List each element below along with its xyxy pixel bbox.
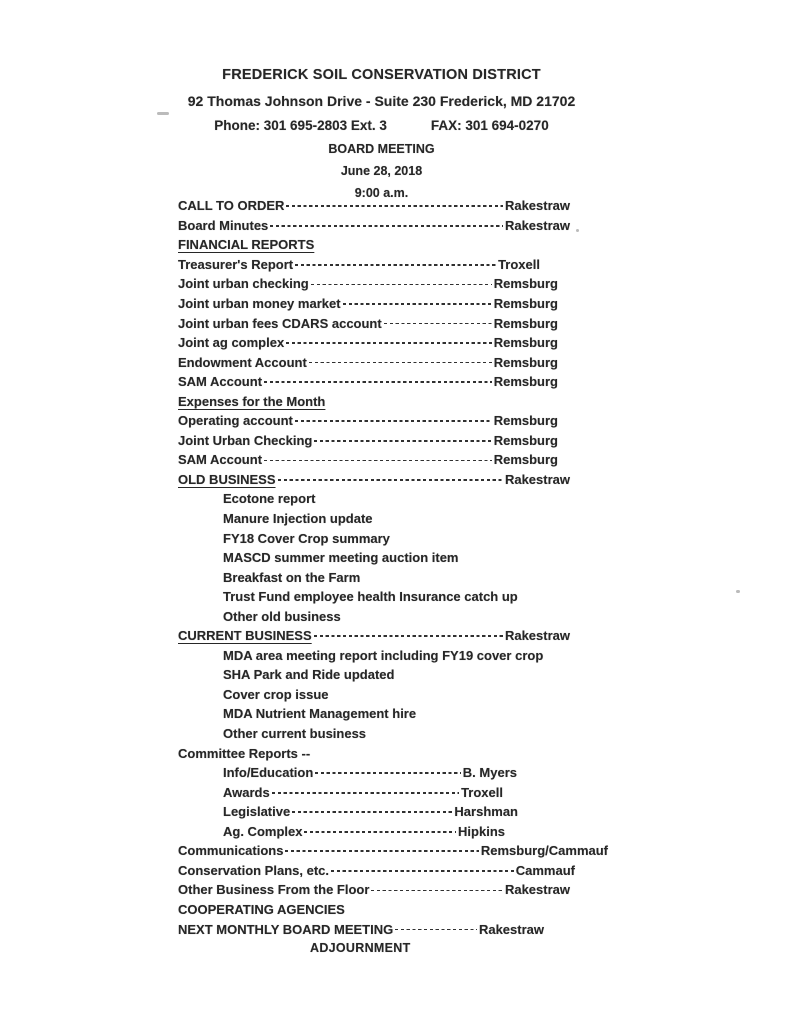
- dashed-leader: [395, 929, 477, 931]
- agenda-row: [178, 685, 580, 705]
- agenda-row: [178, 900, 580, 920]
- agenda-item-label: Conservation Plans, etc.: [178, 862, 329, 878]
- dashed-leader: [371, 890, 503, 892]
- agenda-item-label: Cover crop issue: [223, 686, 329, 702]
- agenda-item-label: NEXT MONTHLY BOARD MEETING: [178, 921, 394, 937]
- agenda-row: [178, 431, 558, 451]
- district-address: 92 Thomas Johnson Drive - Suite 230 Frederick, MD 21702: [187, 93, 576, 109]
- agenda-item-label: Joint urban fees CDARS account: [178, 315, 382, 331]
- agenda-item-label: Awards: [223, 784, 270, 800]
- agenda-item-assignee: Rakestraw: [504, 217, 570, 233]
- agenda-item-label: Manure Injection update: [223, 511, 373, 527]
- agenda-list: [178, 196, 608, 939]
- agenda-row: [178, 333, 558, 353]
- phone-number: Phone: 301 695-2803 Ext. 3: [214, 118, 387, 133]
- agenda-item-assignee: Rakestraw: [504, 471, 570, 487]
- agenda-row: [178, 861, 575, 881]
- agenda-item-label: Trust Fund employee health Insurance catch up: [223, 589, 518, 605]
- meeting-time: 9:00 a.m.: [354, 186, 409, 200]
- agenda-row: [178, 567, 580, 587]
- agenda-item-label: Joint Urban Checking: [178, 432, 313, 448]
- agenda-row: [178, 763, 517, 783]
- agenda-row: [178, 235, 580, 255]
- agenda-row: [178, 704, 580, 724]
- agenda-item-label: MDA area meeting report including FY19 cover crop: [223, 647, 544, 663]
- agenda-item-label: Joint urban money market: [178, 296, 341, 311]
- agenda-item-assignee: Hipkins: [458, 823, 505, 839]
- agenda-item-label: Ag. Complex: [223, 823, 303, 839]
- agenda-item-label: Ecotone report: [223, 491, 316, 507]
- agenda-row: [178, 880, 570, 900]
- agenda-row: [178, 919, 544, 939]
- agenda-item-label: Expenses for the Month: [178, 393, 326, 409]
- agenda-item-assignee: Troxell: [461, 784, 503, 800]
- agenda-item-assignee: Remsburg: [493, 296, 558, 311]
- dashed-leader: [292, 811, 452, 813]
- agenda-item-label: FY18 Cover Crop summary: [223, 530, 390, 546]
- agenda-item-assignee: Remsburg: [493, 315, 558, 331]
- meeting-title: BOARD MEETING: [328, 142, 435, 156]
- agenda-row: [178, 216, 570, 236]
- agenda-item-label: Other Business From the Floor: [178, 882, 370, 898]
- agenda-row: [178, 470, 570, 490]
- dashed-leader: [286, 342, 492, 344]
- agenda-item-label: Joint urban checking: [178, 276, 309, 292]
- agenda-row: [178, 372, 558, 392]
- agenda-row: [178, 411, 558, 431]
- agenda-row: [178, 802, 518, 822]
- agenda-item-assignee: Remsburg: [493, 452, 558, 468]
- agenda-item-label: Legislative: [223, 804, 291, 820]
- document-header: [0, 67, 763, 200]
- dashed-leader: [304, 831, 456, 833]
- agenda-row: [178, 450, 558, 470]
- agenda-item-label: Other old business: [223, 608, 341, 624]
- dashed-leader: [272, 792, 459, 794]
- dashed-leader: [384, 323, 492, 325]
- agenda-row: [178, 391, 580, 411]
- agenda-item-assignee: Remsburg: [493, 354, 558, 370]
- agenda-item-assignee: Remsburg: [493, 413, 558, 429]
- agenda-item-label: Breakfast on the Farm: [223, 569, 361, 585]
- agenda-row: [178, 587, 580, 607]
- contact-row: [0, 118, 763, 133]
- dashed-leader: [295, 420, 492, 422]
- meeting-date: June 28, 2018: [340, 164, 423, 178]
- agenda-item-assignee: Harshman: [454, 804, 518, 820]
- agenda-item-assignee: Troxell: [498, 256, 540, 272]
- agenda-item-assignee: Remsburg: [493, 374, 558, 390]
- agenda-row: [178, 196, 570, 216]
- agenda-item-assignee: Remsburg/Cammauf: [480, 843, 608, 859]
- agenda-item-label: Joint ag complex: [178, 335, 285, 351]
- dashed-leader: [314, 440, 491, 442]
- agenda-item-label: SAM Account: [178, 374, 263, 390]
- agenda-item-assignee: Remsburg: [493, 276, 558, 292]
- dashed-leader: [264, 381, 492, 383]
- agenda-item-label: CURRENT BUSINESS: [178, 628, 312, 644]
- agenda-item-assignee: Rakestraw: [504, 628, 570, 644]
- fax-number: FAX: 301 694-0270: [430, 118, 549, 133]
- dashed-leader: [278, 479, 503, 481]
- agenda-item-label: OLD BUSINESS: [178, 471, 276, 487]
- agenda-item-assignee: Rakestraw: [478, 921, 544, 937]
- dashed-leader: [270, 225, 503, 227]
- agenda-item-label: Other current business: [223, 726, 367, 742]
- agenda-row: [178, 724, 580, 744]
- agenda-item-label: Communications: [178, 843, 284, 859]
- dashed-leader: [286, 205, 503, 207]
- agenda-item-label: COOPERATING AGENCIES: [178, 901, 345, 917]
- agenda-item-label: MASCD summer meeting auction item: [223, 550, 459, 566]
- agenda-row: [178, 274, 558, 294]
- dashed-leader: [295, 264, 496, 266]
- scan-artifact: [576, 229, 579, 232]
- agenda-item-assignee: Remsburg: [493, 335, 558, 351]
- agenda-row: [178, 782, 503, 802]
- agenda-item-label: FINANCIAL REPORTS: [178, 237, 315, 253]
- agenda-item-label: Endowment Account: [178, 354, 307, 370]
- dashed-leader: [314, 635, 503, 637]
- agenda-row: [178, 509, 580, 529]
- agenda-item-label: Board Minutes: [178, 217, 269, 233]
- scan-artifact: [736, 590, 740, 593]
- agenda-row: [178, 822, 505, 842]
- agenda-item-label: CALL TO ORDER: [178, 198, 285, 214]
- dashed-leader: [343, 303, 492, 305]
- agenda-row: [178, 841, 608, 861]
- agenda-item-label: Committee Reports --: [178, 745, 311, 761]
- agenda-row: [178, 548, 580, 568]
- agenda-item-label: SAM Account: [178, 452, 263, 468]
- agenda-item-assignee: B. Myers: [462, 765, 517, 781]
- agenda-row: [178, 606, 580, 626]
- agenda-row: [178, 665, 580, 685]
- agenda-row: [178, 255, 540, 275]
- agenda-row: [178, 352, 558, 372]
- agenda-item-assignee: Rakestraw: [504, 198, 570, 214]
- agenda-row: [178, 743, 580, 763]
- agenda-row: [178, 646, 580, 666]
- agenda-row: [178, 313, 558, 333]
- agenda-item-assignee: Rakestraw: [504, 882, 570, 898]
- dashed-leader: [309, 362, 492, 364]
- adjournment-label: ADJOURNMENT: [310, 941, 411, 955]
- agenda-item-label: Operating account: [178, 413, 293, 429]
- agenda-item-label: SHA Park and Ride updated: [223, 667, 395, 683]
- agenda-item-assignee: Remsburg: [493, 432, 558, 448]
- dashed-leader: [331, 870, 514, 872]
- agenda-item-assignee: Cammauf: [515, 862, 575, 878]
- agenda-row: [178, 294, 558, 314]
- dashed-leader: [311, 284, 492, 286]
- agenda-row: [178, 528, 580, 548]
- agenda-row: [178, 626, 570, 646]
- dashed-leader: [264, 460, 492, 462]
- dashed-leader: [315, 772, 461, 774]
- agenda-item-label: Info/Education: [223, 765, 314, 781]
- scan-artifact: [157, 112, 169, 115]
- agenda-row: [178, 489, 580, 509]
- agenda-item-label: Treasurer's Report: [178, 256, 294, 272]
- dashed-leader: [285, 850, 478, 852]
- district-title: FREDERICK SOIL CONSERVATION DISTRICT: [222, 67, 541, 83]
- agenda-item-label: MDA Nutrient Management hire: [223, 706, 417, 722]
